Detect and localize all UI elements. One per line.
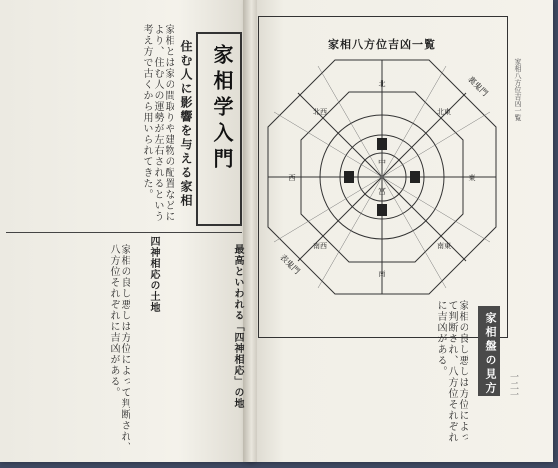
page-subheading: 住む人に影響を与える家相 [179, 40, 193, 208]
direction-south: 南 [378, 270, 386, 278]
center-label-1: 中 [378, 158, 386, 167]
direction-northwest: 北西 [313, 108, 327, 116]
section-title: 最高といわれる「四神相応」の地 [232, 244, 243, 409]
direction-west: 西 [288, 174, 296, 182]
direction-east: 東 [468, 174, 476, 182]
section-title-2: 四神相応の土地 [148, 236, 159, 313]
divider [6, 232, 242, 233]
section-label: 家相盤の見方 [484, 312, 497, 396]
direction-southwest: 南西 [313, 242, 327, 250]
running-head: 家相八方位吉凶一覧 [514, 58, 522, 121]
page-number: 一二一 [508, 372, 518, 399]
chart-title: 家相八方位吉凶一覧 [328, 38, 436, 51]
direction-southeast: 南東 [437, 242, 451, 250]
center-label-2: 宮 [378, 187, 386, 196]
direction-north: 北 [378, 80, 386, 88]
right-body-text: 家相の良し悪しは方位によって判断され、八方位それぞれに吉凶がある。 [435, 300, 468, 443]
direction-northeast: 北東 [437, 108, 451, 116]
tag-ura-kimon: 裏鬼門 [466, 74, 490, 98]
octagon-chart [258, 52, 506, 302]
body-text-top: 家相とは家の間取りや建物の配置などにより、住む人の運勢が左右されるという考え方で古くから用いられてきた。 [141, 24, 174, 222]
page-heading: 家相学入門 [210, 44, 234, 174]
tag-omote-kimon: 表鬼門 [278, 252, 302, 276]
book-gutter [243, 0, 257, 462]
body-text-bottom: 家相の良し悪しは方位によって判断され、八方位それぞれに吉凶がある。 [108, 244, 130, 453]
